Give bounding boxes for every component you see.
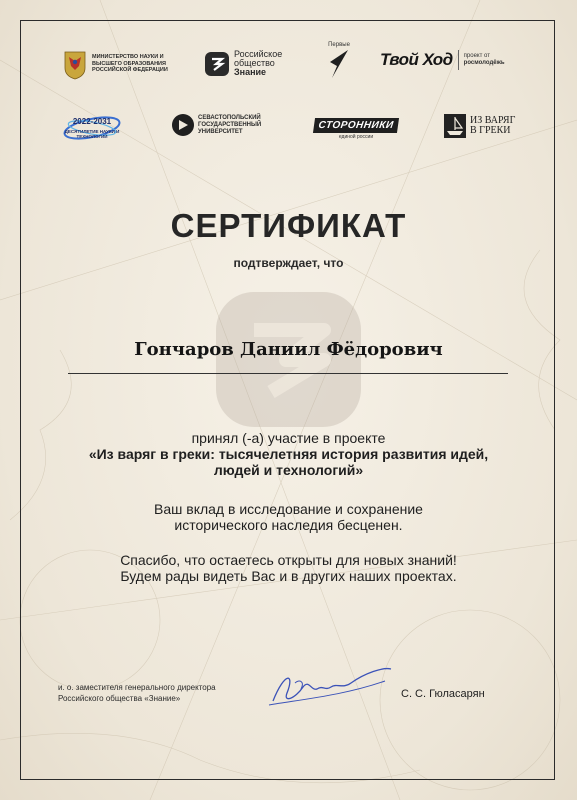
tvoy-hod-text: Твой Ход	[380, 50, 453, 69]
decade-years: 2022-2031	[72, 117, 112, 126]
znanie-line2: общество	[234, 58, 275, 68]
tvoy-hod-logo	[380, 50, 505, 70]
project-line2: людей и технологий»	[213, 462, 364, 478]
arrow-mark-icon	[328, 48, 350, 80]
sevsu-mark-icon	[172, 114, 194, 136]
znanie-logo	[205, 50, 282, 77]
storonniki-text: СТОРОННИКИ	[313, 118, 399, 133]
znanie-mark-icon	[205, 52, 229, 76]
znanie-line3: Знание	[234, 67, 267, 77]
pervye-text: Первые	[328, 42, 350, 48]
recipient-name: Гончаров Даниил Фёдорович	[134, 339, 443, 360]
tvoy-hod-sub2: росмолодёжь	[463, 60, 505, 66]
varyag-line2: В ГРЕКИ	[470, 125, 511, 136]
varyag-line1: ИЗ ВАРЯГ	[470, 115, 516, 126]
varyag-logo	[444, 114, 515, 138]
certificate-subtitle: подтверждает, что	[233, 256, 344, 270]
participation-text: принял (-а) участие в проекте	[191, 430, 386, 446]
handwritten-signature-icon	[265, 661, 395, 711]
contribution-line2: исторического наследия бесценен.	[174, 517, 403, 533]
certificate-title: СЕРТИФИКАТ	[170, 207, 407, 244]
sevsu-logo	[172, 114, 270, 136]
position-line2: Российского общества «Знание»	[58, 694, 181, 703]
thanks-line2: Будем рады видеть Вас и в других наших проектах.	[120, 568, 457, 584]
name-underline	[68, 373, 508, 374]
signer-position	[58, 682, 216, 704]
tvoy-hod-sub1: проект от	[463, 53, 490, 59]
ship-icon	[444, 114, 466, 138]
sevsu-text: СЕВАСТОПОЛЬСКИЙ ГОСУДАРСТВЕННЫЙ УНИВЕРСИТЕТ	[198, 114, 262, 135]
pervye-logo	[324, 42, 354, 85]
storonniki-sub: единой россии	[338, 134, 374, 140]
ministry-logo	[62, 48, 172, 80]
storonniki-logo	[314, 118, 398, 140]
ministry-text: МИНИСТЕРСТВО НАУКИ И ВЫСШЕГО ОБРАЗОВАНИЯ РОССИЙСКОЙ ФЕДЕРАЦИИ	[92, 54, 168, 74]
thanks-line1: Спасибо, что остаетесь открыты для новых знаний!	[120, 552, 457, 568]
decade-text: ДЕСЯТИЛЕТИЕ НАУКИ И ТЕХНОЛОГИЙ	[64, 129, 120, 139]
znanie-line1: Российское	[234, 49, 283, 59]
decade-science-logo	[62, 112, 122, 144]
eagle-emblem-icon	[62, 48, 88, 80]
position-line1: и. о. заместителя генерального директора	[58, 683, 216, 692]
project-line1: «Из варяг в греки: тысячелетняя история развития идей,	[88, 446, 489, 462]
signer-name: С. С. Гюласарян	[401, 688, 485, 700]
contribution-line1: Ваш вклад в исследование и сохранение	[154, 501, 423, 517]
